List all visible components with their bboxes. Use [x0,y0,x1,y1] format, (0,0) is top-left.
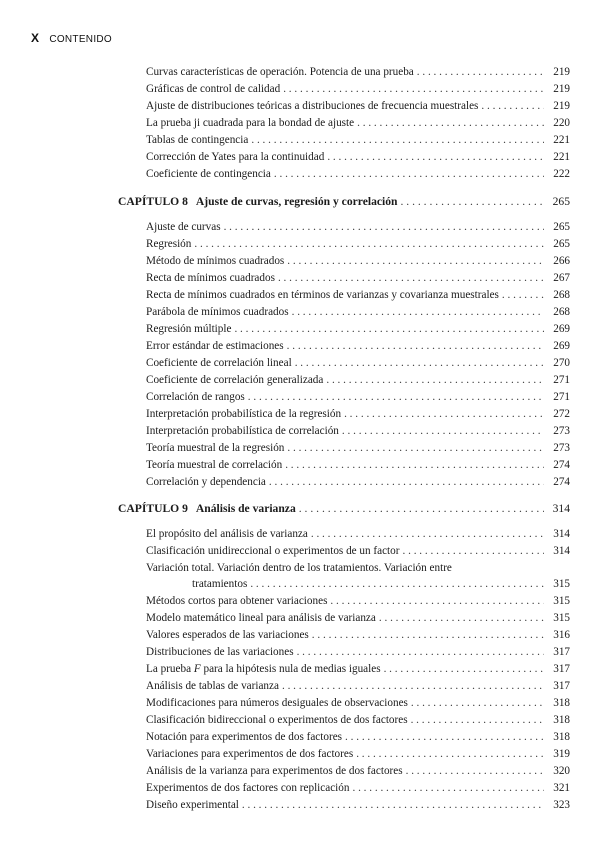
toc-entry-title: Coeficiente de correlación generalizada [146,374,324,386]
chapter-page-number: 314 [552,502,570,515]
toc-entry-title: Regresión [146,238,192,250]
dot-leader [224,219,544,235]
dot-leader [344,406,544,422]
toc-entry-page-number: 269 [553,323,570,335]
toc-entry-title: Curvas características de operación. Potencia de una prueba [146,66,414,78]
toc-entry-page-number: 271 [553,391,570,403]
toc-entry[interactable] [146,610,570,626]
toc-entry-title: Interpretación probabilística de correlación [146,425,339,437]
toc-entry-page-number: 314 [553,545,570,557]
dot-leader [287,253,544,269]
toc-entry[interactable] [146,355,570,371]
toc-entry[interactable] [146,746,570,762]
dot-leader [312,627,544,643]
toc-entry-title: La prueba ji cuadrada para la bondad de ajuste [146,117,355,129]
toc-entry-title: Análisis de la varianza para experimentos de dos factores [146,765,403,777]
dot-leader [400,194,544,210]
toc-entry[interactable] [146,304,570,320]
toc-entry-title: Variaciones para experimentos de dos factores [146,748,354,760]
toc-entry-title: Gráficas de control de calidad [146,83,281,95]
toc-entry[interactable] [146,543,570,559]
dot-leader [481,98,544,114]
dot-leader [327,149,544,165]
toc-entry-title: Valores esperados de las variaciones [146,629,309,641]
dot-leader [297,644,544,660]
toc-entry[interactable] [146,338,570,354]
toc-entry[interactable] [146,423,570,439]
toc-entry[interactable] [146,81,570,97]
toc-entry[interactable] [146,253,570,269]
toc-entry-page-number: 266 [553,255,570,267]
chapter-heading[interactable] [118,194,570,210]
toc-entry-page-number: 321 [553,782,570,794]
toc-entry[interactable] [146,560,570,576]
chapter-page-number: 265 [552,195,570,208]
toc-entry-page-number: 268 [553,289,570,301]
toc-entry-continuation[interactable] [192,576,570,592]
toc-entry[interactable] [146,661,570,677]
chapter-title: Análisis de varianza [195,502,296,515]
toc-entry-title: Variación total. Variación dentro de los tratamientos. Variación entre [146,562,452,574]
toc-entry[interactable] [146,115,570,131]
dot-leader [411,712,544,728]
dot-leader [357,115,544,131]
dot-leader [251,132,544,148]
toc-entry-title: Notación para experimentos de dos factores [146,731,343,743]
toc-entry[interactable] [146,149,570,165]
toc-entry[interactable] [146,627,570,643]
toc-entry[interactable] [146,64,570,80]
toc-entry-page-number: 314 [553,528,570,540]
toc-entry[interactable] [146,132,570,148]
toc-entry-title: Corrección de Yates para la continuidad [146,151,325,163]
dot-leader [502,287,544,303]
dot-leader [287,440,544,456]
chapter-heading[interactable] [118,501,570,517]
toc-entry-page-number: 272 [553,408,570,420]
dot-leader [330,593,544,609]
toc-entry-page-number: 265 [553,238,570,250]
toc-entry-title: La prueba F para la hipótesis nula de medias iguales [146,663,381,675]
toc-entry-title: Error estándar de estimaciones [146,340,284,352]
toc-entry[interactable] [146,372,570,388]
toc-entry[interactable] [146,526,570,542]
toc-entry-page-number: 268 [553,306,570,318]
toc-entry-title: Experimentos de dos factores con replicación [146,782,350,794]
dot-leader [292,304,544,320]
toc-entry-page-number: 274 [553,459,570,471]
toc-entry-page-number: 219 [553,100,570,112]
toc-entry-title: Correlación y dependencia [146,476,266,488]
toc-entry-page-number: 319 [553,748,570,760]
toc-entry-page-number: 270 [553,357,570,369]
toc-entry-page-number: 273 [553,442,570,454]
toc-entry[interactable] [146,780,570,796]
dot-leader [278,270,544,286]
toc-entry-title: Distribuciones de las variaciones [146,646,294,658]
toc-entry-page-number: 318 [553,714,570,726]
toc-entry[interactable] [146,457,570,473]
toc-entry[interactable] [146,287,570,303]
chapter-label: CAPÍTULO 8 [118,195,188,208]
page-number: X [31,31,40,45]
toc-entry-title: Correlación de rangos [146,391,245,403]
dot-leader [234,321,544,337]
dot-leader [411,695,544,711]
toc-entry-title: Modelo matemático lineal para análisis de varianza [146,612,376,624]
dot-leader [242,797,544,813]
toc-entry-title: Ajuste de curvas [146,221,221,233]
dot-leader [345,729,544,745]
toc-entry-page-number: 316 [553,629,570,641]
dot-leader [194,236,544,252]
toc-entry-page-number: 273 [553,425,570,437]
toc-entry-title: Diseño experimental [146,799,239,811]
chapter-label: CAPÍTULO 9 [118,502,188,515]
toc-entry-title: Ajuste de distribuciones teóricas a distribuciones de frecuencia muestrales [146,100,479,112]
dot-leader [406,763,544,779]
toc-entry[interactable] [146,763,570,779]
dot-leader [417,64,544,80]
toc-entry[interactable] [146,321,570,337]
toc-entry-page-number: 265 [553,221,570,233]
toc-entry-page-number: 271 [553,374,570,386]
dot-leader [352,780,544,796]
toc-entry-title: El propósito del análisis de varianza [146,528,308,540]
toc-entry[interactable] [146,712,570,728]
running-head [31,31,112,45]
toc-entry-title-continuation: tratamientos [192,578,248,590]
dot-leader [342,423,544,439]
dot-leader [248,389,544,405]
toc-entry[interactable] [146,797,570,813]
dot-leader [311,526,544,542]
toc-entry[interactable] [146,270,570,286]
toc-entry[interactable] [146,98,570,114]
dot-leader [295,355,544,371]
toc-entry-page-number: 219 [553,83,570,95]
toc-entry-page-number: 220 [553,117,570,129]
toc-entry-title: Análisis de tablas de varianza [146,680,279,692]
toc-entry-title: Teoría muestral de correlación [146,459,283,471]
dot-leader [285,457,544,473]
dot-leader [299,501,544,517]
dot-leader [287,338,544,354]
toc-entry-page-number: 267 [553,272,570,284]
dot-leader [274,166,544,182]
toc-entry-page-number: 320 [553,765,570,777]
dot-leader [326,372,544,388]
running-head-title: CONTENIDO [49,34,113,45]
toc-entry[interactable] [146,474,570,490]
dot-leader [403,543,545,559]
variable-f: F [193,663,201,675]
toc-entry-title: Coeficiente de correlación lineal [146,357,292,369]
toc-entry-page-number: 269 [553,340,570,352]
dot-leader [250,576,544,592]
toc-entry-title: Clasificación bidireccional o experimentos de dos factores [146,714,408,726]
toc-entry-page-number: 323 [553,799,570,811]
toc-entry[interactable] [146,236,570,252]
dot-leader [282,678,544,694]
toc-entry-page-number: 315 [553,595,570,607]
toc-entry[interactable] [146,166,570,182]
dot-leader [269,474,544,490]
toc-entry-title: Modificaciones para números desiguales de observaciones [146,697,408,709]
dot-leader [379,610,544,626]
toc-entry-page-number: 317 [553,663,570,675]
toc-entry[interactable] [146,729,570,745]
toc-entry[interactable] [146,678,570,694]
toc-entry[interactable] [146,389,570,405]
toc-entry-title: Recta de mínimos cuadrados en términos de varianzas y covarianza muestrales [146,289,499,301]
toc-entry[interactable] [146,695,570,711]
toc-entry[interactable] [146,219,570,235]
toc-entry-title: Coeficiente de contingencia [146,168,271,180]
toc-entry-title: Recta de mínimos cuadrados [146,272,275,284]
toc-entry[interactable] [146,593,570,609]
toc-entry-page-number: 318 [553,731,570,743]
dot-leader [356,746,544,762]
toc-entry-title: Métodos cortos para obtener variaciones [146,595,328,607]
toc-entry-title: Teoría muestral de la regresión [146,442,285,454]
toc-entry-page-number: 315 [553,578,570,590]
toc-entry-page-number: 221 [553,151,570,163]
toc-entry-title: Tablas de contingencia [146,134,249,146]
toc-entry[interactable] [146,440,570,456]
toc-entry-title: Método de mínimos cuadrados [146,255,285,267]
dot-leader [283,81,544,97]
toc-entry-page-number: 221 [553,134,570,146]
dot-leader [384,661,544,677]
toc-entry-page-number: 315 [553,612,570,624]
toc-entry-page-number: 222 [553,168,570,180]
toc-entry-page-number: 274 [553,476,570,488]
chapter-title: Ajuste de curvas, regresión y correlación [195,195,398,208]
toc-entry-page-number: 219 [553,66,570,78]
toc-entry-title: Clasificación unidireccional o experimentos de un factor [146,545,400,557]
toc-entry-page-number: 318 [553,697,570,709]
toc-entry-page-number: 317 [553,646,570,658]
toc-entry[interactable] [146,406,570,422]
toc-entry-title: Interpretación probabilística de la regresión [146,408,342,420]
toc-entry[interactable] [146,644,570,660]
toc-entry-title: Regresión múltiple [146,323,232,335]
toc-entry-page-number: 317 [553,680,570,692]
toc-entry-title: Parábola de mínimos cuadrados [146,306,289,318]
